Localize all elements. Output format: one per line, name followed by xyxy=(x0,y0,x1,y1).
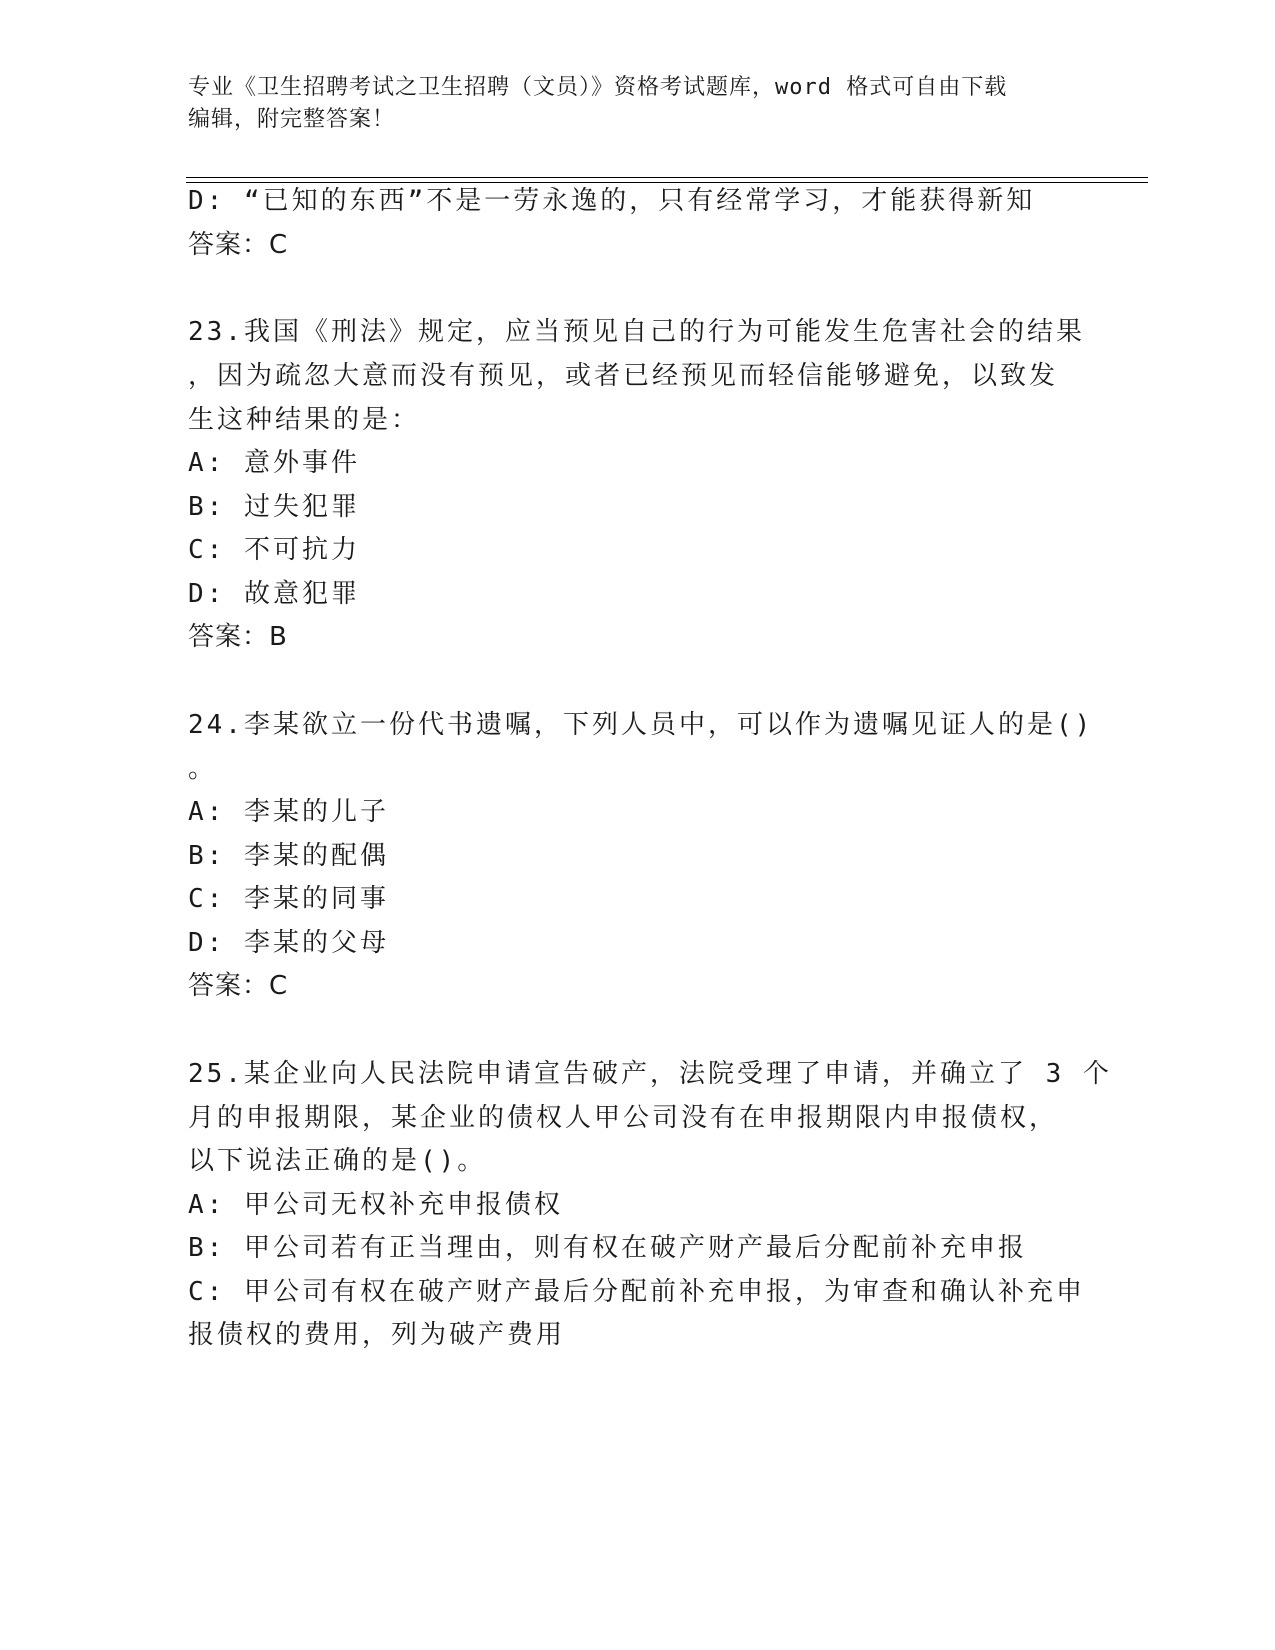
prev-option-d: D: “已知的东西”不是一劳永逸的，只有经常学习，才能获得新知 xyxy=(188,186,1036,216)
q23-answer: 答案：B xyxy=(188,622,288,652)
q25-option-b: B: 甲公司若有正当理由，则有权在破产财产最后分配前补充申报 xyxy=(188,1233,1027,1263)
q23-stem-line-3: 生这种结果的是： xyxy=(188,405,421,435)
q24-option-a: A: 李某的儿子 xyxy=(188,797,389,827)
document-header xyxy=(188,72,1068,136)
q23-stem-line-1: 23.我国《刑法》规定，应当预见自己的行为可能发生危害社会的结果 xyxy=(188,317,1085,347)
q24-option-d: D: 李某的父母 xyxy=(188,928,389,958)
q23-option-a: A: 意外事件 xyxy=(188,448,360,478)
q23-option-b: B: 过失犯罪 xyxy=(188,492,360,522)
header-divider-bottom xyxy=(186,182,1148,183)
q23-stem-line-2: ，因为疏忽大意而没有预见，或者已经预见而轻信能够避免，以致发 xyxy=(188,361,1059,391)
q25-stem-line-3: 以下说法正确的是()。 xyxy=(188,1146,487,1176)
q24-stem-line-1: 24.李某欲立一份代书遗嘱，下列人员中，可以作为遗嘱见证人的是() xyxy=(188,710,1094,740)
header-line-1: 专业《卫生招聘考试之卫生招聘（文员）》资格考试题库，word 格式可自由下载 xyxy=(188,75,1008,100)
header-divider-top xyxy=(186,177,1148,178)
q25-stem-line-2: 月的申报期限，某企业的债权人甲公司没有在申报期限内申报债权， xyxy=(188,1103,1059,1133)
q23-option-d: D: 故意犯罪 xyxy=(188,579,360,609)
q25-option-c-line-2: 报债权的费用，列为破产费用 xyxy=(188,1320,566,1350)
q24-option-c: C: 李某的同事 xyxy=(188,884,389,914)
q25-option-c-line-1: C: 甲公司有权在破产财产最后分配前补充申报，为审查和确认补充申 xyxy=(188,1277,1085,1307)
q24-option-b: B: 李某的配偶 xyxy=(188,841,389,871)
q25-option-a: A: 甲公司无权补充申报债权 xyxy=(188,1190,563,1220)
prev-answer: 答案：C xyxy=(188,230,289,260)
header-line-2: 编辑，附完整答案！ xyxy=(188,107,396,132)
q23-option-c: C: 不可抗力 xyxy=(188,535,360,565)
q25-stem-line-1: 25.某企业向人民法院申请宣告破产，法院受理了申请，并确立了 3 个 xyxy=(188,1059,1112,1089)
q24-answer: 答案：C xyxy=(188,971,289,1001)
q24-stem-line-2: 。 xyxy=(188,754,218,784)
